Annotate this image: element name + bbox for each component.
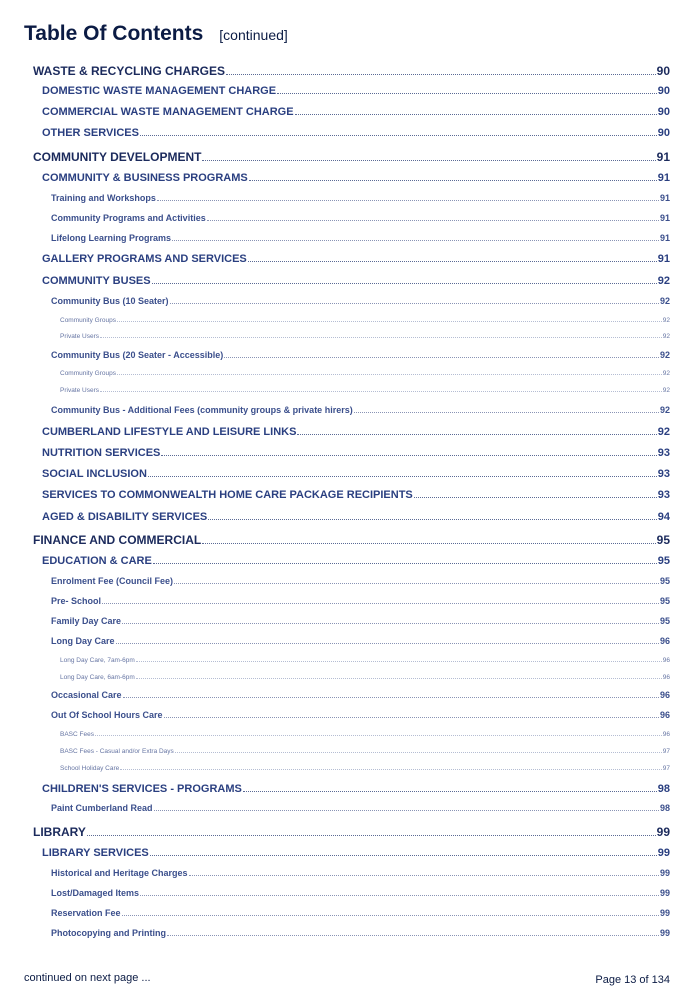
toc-entry-label: Community Groups — [60, 317, 116, 324]
toc-entry-page: 99 — [659, 928, 670, 938]
toc-entry-label: Training and Workshops — [51, 193, 156, 203]
page-header — [24, 22, 288, 46]
toc-leader-dots — [297, 434, 656, 435]
toc-leader-dots — [164, 717, 659, 718]
toc-entry-label: DOMESTIC WASTE MANAGEMENT CHARGE — [42, 85, 277, 97]
toc-leader-dots — [123, 697, 659, 698]
toc-entry-page: 99 — [659, 868, 670, 878]
toc-leader-dots — [295, 114, 657, 115]
toc-entry-label: AGED & DISABILITY SERVICES — [42, 511, 208, 523]
toc-entry-label: WASTE & RECYCLING CHARGES — [33, 64, 226, 78]
toc-entry-page: 91 — [659, 213, 670, 223]
toc-leader-dots — [202, 543, 655, 544]
toc-leader-dots — [243, 791, 657, 792]
toc-entry-page: 96 — [659, 710, 670, 720]
toc-entry[interactable] — [51, 193, 670, 203]
toc-entry-label: Long Day Care, 6am-6pm — [60, 674, 135, 681]
toc-entry-label: Family Day Care — [51, 616, 122, 626]
toc-entry-label: Enrolment Fee (Council Fee) — [51, 576, 174, 586]
toc-leader-dots — [161, 455, 656, 456]
toc-entry-label: COMMERCIAL WASTE MANAGEMENT CHARGE — [42, 106, 294, 118]
toc-entry[interactable] — [51, 576, 670, 586]
toc-entry-label: Community Bus (20 Seater - Accessible) — [51, 350, 224, 360]
toc-entry-label: Community Bus (10 Seater) — [51, 296, 169, 306]
toc-entry-page: 91 — [657, 253, 670, 265]
toc-entry-label: Lost/Damaged Items — [51, 888, 140, 898]
toc-entry-page: 95 — [659, 596, 670, 606]
toc-leader-dots — [120, 769, 662, 770]
page-subtitle: [continued] — [219, 27, 288, 43]
toc-entry[interactable] — [42, 555, 670, 567]
toc-entry[interactable] — [33, 533, 670, 547]
toc-entry-page: 95 — [659, 616, 670, 626]
toc-entry-page: 92 — [662, 387, 670, 394]
toc-entry-page: 97 — [662, 748, 670, 755]
toc-leader-dots — [122, 623, 659, 624]
toc-entry-label: Long Day Care — [51, 636, 115, 646]
toc-entry-label: BASC Fees - Casual and/or Extra Days — [60, 748, 174, 755]
toc-leader-dots — [136, 661, 662, 662]
toc-entry-label: Photocopying and Printing — [51, 928, 166, 938]
toc-entry-label: CHILDREN'S SERVICES - PROGRAMS — [42, 783, 242, 795]
toc-entry-label: Occasional Care — [51, 690, 122, 700]
toc-entry-label: FINANCE AND COMMERCIAL — [33, 533, 202, 547]
toc-entry-page: 92 — [659, 405, 670, 415]
toc-entry[interactable] — [42, 275, 670, 287]
toc-entry[interactable] — [51, 296, 670, 306]
toc-leader-dots — [414, 497, 657, 498]
toc-leader-dots — [122, 915, 659, 916]
page-number: Page 13 of 134 — [595, 974, 670, 986]
toc-entry[interactable] — [42, 511, 670, 523]
toc-leader-dots — [100, 337, 662, 338]
toc-entry[interactable] — [51, 596, 670, 606]
toc-leader-dots — [249, 180, 657, 181]
toc-entry-page: 91 — [659, 233, 670, 243]
toc-entry[interactable] — [42, 85, 670, 97]
toc-entry[interactable] — [51, 636, 670, 646]
toc-leader-dots — [277, 93, 657, 94]
toc-entry-label: COMMUNITY BUSES — [42, 275, 151, 287]
toc-entry[interactable] — [42, 783, 670, 795]
toc-entry-page: 93 — [657, 489, 670, 501]
toc-entry-label: LIBRARY SERVICES — [42, 847, 149, 859]
toc-entry[interactable] — [33, 825, 670, 839]
toc-entry-page: 93 — [657, 468, 670, 480]
toc-entry-page: 96 — [662, 731, 670, 738]
toc-entry[interactable] — [42, 172, 670, 184]
toc-entry-page: 90 — [656, 64, 670, 78]
toc-entry-label: Reservation Fee — [51, 908, 121, 918]
toc-entry-label: EDUCATION & CARE — [42, 555, 152, 567]
toc-entry-label: SOCIAL INCLUSION — [42, 468, 147, 480]
toc-entry-page: 96 — [662, 657, 670, 664]
toc-entry-label: Private Users — [60, 387, 100, 394]
toc-entry-page: 91 — [656, 150, 670, 164]
toc-entry[interactable] — [33, 150, 670, 164]
toc-leader-dots — [224, 357, 659, 358]
toc-entry[interactable] — [60, 317, 670, 324]
toc-entry[interactable] — [60, 333, 670, 340]
toc-leader-dots — [140, 135, 657, 136]
toc-entry-page: 90 — [657, 106, 670, 118]
toc-entry[interactable] — [51, 690, 670, 700]
toc-leader-dots — [136, 678, 662, 679]
toc-leader-dots — [117, 374, 662, 375]
toc-entry[interactable] — [60, 387, 670, 394]
toc-entry[interactable] — [51, 233, 670, 243]
toc-entry-page: 99 — [657, 847, 670, 859]
toc-entry-label: School Holiday Care — [60, 765, 120, 772]
toc-leader-dots — [354, 412, 659, 413]
toc-entry[interactable] — [51, 350, 670, 360]
toc-leader-dots — [87, 835, 656, 836]
toc-entry[interactable] — [51, 405, 670, 415]
toc-entry-label: Community Programs and Activities — [51, 213, 206, 223]
toc-leader-dots — [117, 321, 662, 322]
toc-entry-label: Pre- School — [51, 596, 102, 606]
toc-entry-page: 96 — [662, 674, 670, 681]
toc-entry-label: BASC Fees — [60, 731, 94, 738]
toc-entry[interactable] — [42, 127, 670, 139]
toc-entry-page: 91 — [659, 193, 670, 203]
toc-leader-dots — [189, 875, 659, 876]
toc-leader-dots — [148, 476, 657, 477]
toc-leader-dots — [170, 303, 659, 304]
toc-entry[interactable] — [60, 765, 670, 772]
toc-entry-label: OTHER SERVICES — [42, 127, 139, 139]
toc-leader-dots — [248, 261, 657, 262]
toc-entry-label: COMMUNITY & BUSINESS PROGRAMS — [42, 172, 248, 184]
toc-entry-page: 97 — [662, 765, 670, 772]
toc-leader-dots — [172, 240, 659, 241]
toc-entry[interactable] — [42, 447, 670, 459]
toc-leader-dots — [167, 935, 659, 936]
toc-entry-page: 95 — [657, 555, 670, 567]
toc-entry[interactable] — [60, 731, 670, 738]
toc-entry[interactable] — [60, 657, 670, 664]
toc-entry-page: 95 — [656, 533, 670, 547]
toc-entry-label: Community Bus - Additional Fees (community groups & private hirers) — [51, 405, 353, 415]
toc-entry-page: 92 — [662, 317, 670, 324]
toc-entry-label: Long Day Care, 7am-6pm — [60, 657, 135, 664]
toc-entry-page: 94 — [657, 511, 670, 523]
toc-entry-page: 92 — [659, 296, 670, 306]
toc-entry-page: 92 — [659, 350, 670, 360]
toc-leader-dots — [102, 603, 659, 604]
toc-entry-page: 92 — [662, 370, 670, 377]
toc-leader-dots — [207, 220, 659, 221]
toc-entry-label: CUMBERLAND LIFESTYLE AND LEISURE LINKS — [42, 426, 297, 438]
toc-entry[interactable] — [42, 106, 670, 118]
toc-entry-page: 92 — [657, 275, 670, 287]
toc-entry-page: 99 — [656, 825, 670, 839]
toc-entry[interactable] — [51, 908, 670, 918]
toc-leader-dots — [175, 752, 662, 753]
toc-entry-page: 96 — [659, 690, 670, 700]
toc-entry-page: 98 — [659, 803, 670, 813]
toc-entry-page: 93 — [657, 447, 670, 459]
toc-entry-label: Paint Cumberland Read — [51, 803, 153, 813]
toc-entry-page: 92 — [657, 426, 670, 438]
toc-entry-label: Private Users — [60, 333, 100, 340]
toc-entry[interactable] — [51, 888, 670, 898]
page-title: Table Of Contents — [24, 22, 204, 45]
toc-entry-page: 90 — [657, 127, 670, 139]
toc-entry-page: 95 — [659, 576, 670, 586]
toc-entry-page: 99 — [659, 888, 670, 898]
toc-entry-label: SERVICES TO COMMONWEALTH HOME CARE PACKAGE RECIPIENTS — [42, 489, 413, 501]
toc-entry-label: NUTRITION SERVICES — [42, 447, 161, 459]
toc-entry-page: 96 — [659, 636, 670, 646]
toc-leader-dots — [153, 563, 657, 564]
toc-entry-label: Out Of School Hours Care — [51, 710, 163, 720]
toc-entry[interactable] — [51, 928, 670, 938]
toc-entry[interactable] — [60, 748, 670, 755]
toc-entry-label: Historical and Heritage Charges — [51, 868, 188, 878]
toc-entry[interactable] — [51, 868, 670, 878]
toc-entry-label: COMMUNITY DEVELOPMENT — [33, 150, 202, 164]
toc-entry-page: 91 — [657, 172, 670, 184]
toc-entry-label: Lifelong Learning Programs — [51, 233, 172, 243]
toc-entry[interactable] — [42, 847, 670, 859]
toc-leader-dots — [157, 200, 659, 201]
toc-entry-page: 90 — [657, 85, 670, 97]
toc-entry-label: Community Groups — [60, 370, 116, 377]
toc-leader-dots — [100, 391, 662, 392]
toc-entry[interactable] — [42, 489, 670, 501]
toc-entry[interactable] — [60, 370, 670, 377]
toc-entry[interactable] — [51, 616, 670, 626]
toc-leader-dots — [226, 74, 656, 75]
toc-entry[interactable] — [42, 253, 670, 265]
toc-entry[interactable] — [51, 213, 670, 223]
toc-leader-dots — [154, 810, 659, 811]
toc-entry[interactable] — [60, 674, 670, 681]
toc-leader-dots — [140, 895, 659, 896]
continued-note: continued on next page ... — [24, 972, 151, 984]
toc-entry[interactable] — [51, 710, 670, 720]
toc-entry-page: 92 — [662, 333, 670, 340]
toc-entry-page: 99 — [659, 908, 670, 918]
toc-leader-dots — [202, 160, 655, 161]
toc-leader-dots — [150, 855, 657, 856]
toc-entry[interactable] — [42, 426, 670, 438]
toc-entry-label: LIBRARY — [33, 825, 86, 839]
toc-entry-page: 98 — [657, 783, 670, 795]
toc-leader-dots — [174, 583, 659, 584]
toc-leader-dots — [116, 643, 659, 644]
toc-entry[interactable] — [33, 64, 670, 78]
toc-leader-dots — [95, 735, 662, 736]
toc-leader-dots — [208, 519, 657, 520]
toc-leader-dots — [152, 283, 657, 284]
toc-entry-label: GALLERY PROGRAMS AND SERVICES — [42, 253, 247, 265]
toc-entry[interactable] — [51, 803, 670, 813]
toc-entry[interactable] — [42, 468, 670, 480]
